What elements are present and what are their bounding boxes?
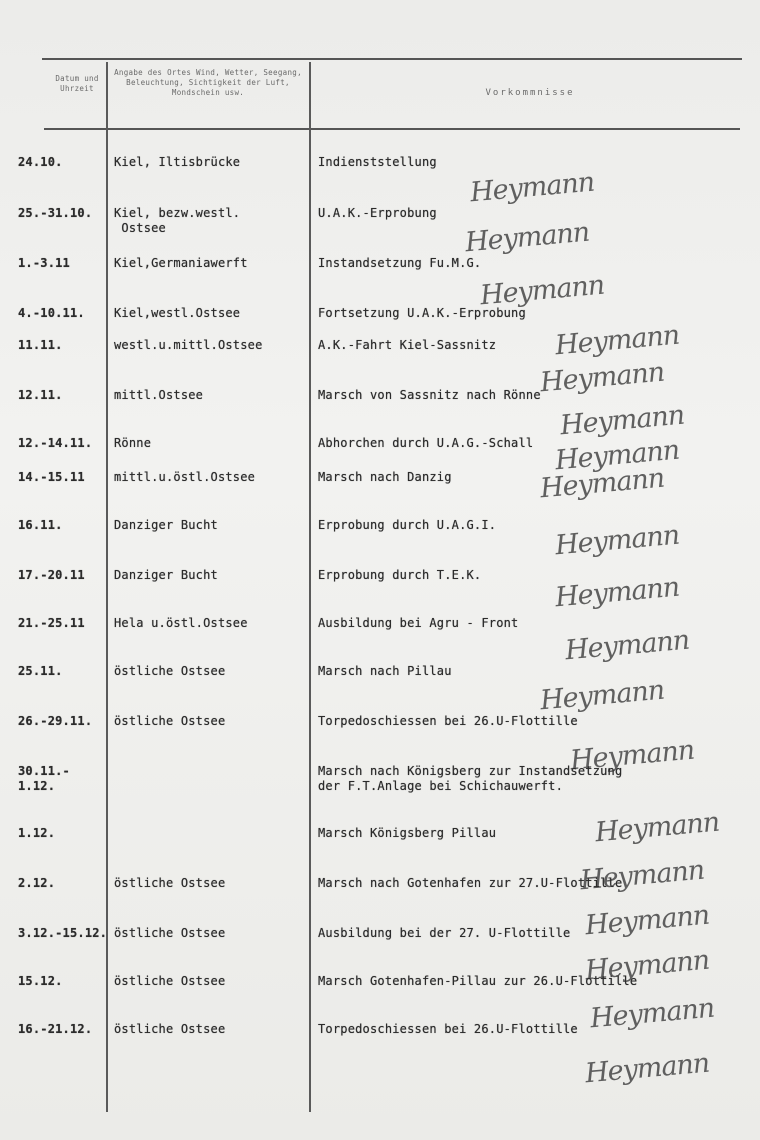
row-date: 11.11. — [18, 338, 63, 352]
row-place: Rönne — [114, 436, 152, 450]
row-place: Kiel,westl.Ostsee — [114, 306, 241, 320]
row-event: Indienststellung — [318, 155, 437, 169]
signature: Heymann — [558, 399, 686, 442]
row-date: 25.11. — [18, 664, 63, 678]
row-place: Kiel, bezw.westl. Ostsee — [114, 206, 241, 235]
signature: Heymann — [588, 992, 716, 1035]
row-date: 17.-20.11 — [18, 568, 85, 582]
row-place: östliche Ostsee — [114, 1022, 226, 1036]
signature: Heymann — [583, 899, 711, 942]
row-event: Marsch nach Danzig — [318, 470, 452, 484]
row-event: Marsch nach Königsberg zur Instandsetzung der F.T.Anlage bei Schichauwerft. — [318, 764, 623, 793]
row-place: Danziger Bucht — [114, 518, 218, 532]
row-place: östliche Ostsee — [114, 664, 226, 678]
header-rule — [44, 128, 740, 130]
row-date: 1.12. — [18, 826, 56, 840]
row-event: U.A.K.-Erprobung — [318, 206, 437, 220]
row-place: mittl.u.östl.Ostsee — [114, 470, 256, 484]
row-place: mittl.Ostsee — [114, 388, 204, 402]
row-place: östliche Ostsee — [114, 714, 226, 728]
signature: Heymann — [593, 806, 721, 849]
column-divider-2 — [309, 62, 311, 1112]
row-date: 24.10. — [18, 155, 63, 169]
row-date: 25.-31.10. — [18, 206, 93, 220]
signature: Heymann — [468, 166, 596, 209]
row-place: Danziger Bucht — [114, 568, 218, 582]
row-place: Kiel, Iltisbrücke — [114, 155, 241, 169]
row-place: östliche Ostsee — [114, 974, 226, 988]
row-date: 30.11.- 1.12. — [18, 764, 70, 793]
row-event: Marsch Gotenhafen-Pillau zur 26.U-Flottille — [318, 974, 638, 988]
row-date: 14.-15.11 — [18, 470, 85, 484]
signature: Heymann — [463, 216, 591, 259]
row-date: 1.-3.11 — [18, 256, 70, 270]
row-event: Abhorchen durch U.A.G.-Schall — [318, 436, 534, 450]
row-date: 26.-29.11. — [18, 714, 93, 728]
row-date: 21.-25.11 — [18, 616, 85, 630]
signature: Heymann — [583, 1047, 711, 1090]
row-event: Marsch Königsberg Pillau — [318, 826, 497, 840]
signature: Heymann — [553, 571, 681, 614]
row-event: Erprobung durch U.A.G.I. — [318, 518, 497, 532]
row-date: 12.-14.11. — [18, 436, 93, 450]
row-place: Hela u.östl.Ostsee — [114, 616, 248, 630]
row-date: 16.11. — [18, 518, 63, 532]
row-date: 12.11. — [18, 388, 63, 402]
signature: Heymann — [553, 519, 681, 562]
signature: Heymann — [563, 624, 691, 667]
signature: Heymann — [568, 734, 696, 777]
row-place: östliche Ostsee — [114, 926, 226, 940]
row-event: Fortsetzung U.A.K.-Erprobung — [318, 306, 526, 320]
signature: Heymann — [538, 356, 666, 399]
header-place: Angabe des Ortes Wind, Wetter, Seegang, Beleuchtung, Sichtigkeit der Luft, Mondschein usw. — [114, 68, 302, 97]
row-date: 16.-21.12. — [18, 1022, 93, 1036]
row-date: 15.12. — [18, 974, 63, 988]
header-date: Datum und Uhrzeit — [55, 74, 99, 93]
row-place: westl.u.mittl.Ostsee — [114, 338, 263, 352]
signature: Heymann — [538, 462, 666, 505]
row-event: Ausbildung bei der 27. U-Flottille — [318, 926, 571, 940]
signature: Heymann — [578, 854, 706, 897]
signature: Heymann — [538, 674, 666, 717]
row-event: Torpedoschiessen bei 26.U-Flottille — [318, 1022, 578, 1036]
row-date: 2.12. — [18, 876, 56, 890]
header-events: Vorkommnisse — [485, 88, 575, 98]
row-event: Marsch nach Gotenhafen zur 27.U-Flottille — [318, 876, 623, 890]
row-event: A.K.-Fahrt Kiel-Sassnitz — [318, 338, 497, 352]
row-event: Marsch von Sassnitz nach Rönne — [318, 388, 541, 402]
top-rule — [42, 58, 742, 60]
signature: Heymann — [553, 434, 681, 477]
signature: Heymann — [553, 319, 681, 362]
row-place: Kiel,Germaniawerft — [114, 256, 248, 270]
row-place: östliche Ostsee — [114, 876, 226, 890]
signature: Heymann — [583, 944, 711, 987]
row-date: 4.-10.11. — [18, 306, 85, 320]
row-event: Instandsetzung Fu.M.G. — [318, 256, 482, 270]
signature: Heymann — [478, 269, 606, 312]
row-event: Torpedoschiessen bei 26.U-Flottille — [318, 714, 578, 728]
row-event: Marsch nach Pillau — [318, 664, 452, 678]
row-event: Erprobung durch T.E.K. — [318, 568, 482, 582]
row-event: Ausbildung bei Agru - Front — [318, 616, 519, 630]
row-date: 3.12.-15.12. — [18, 926, 108, 940]
